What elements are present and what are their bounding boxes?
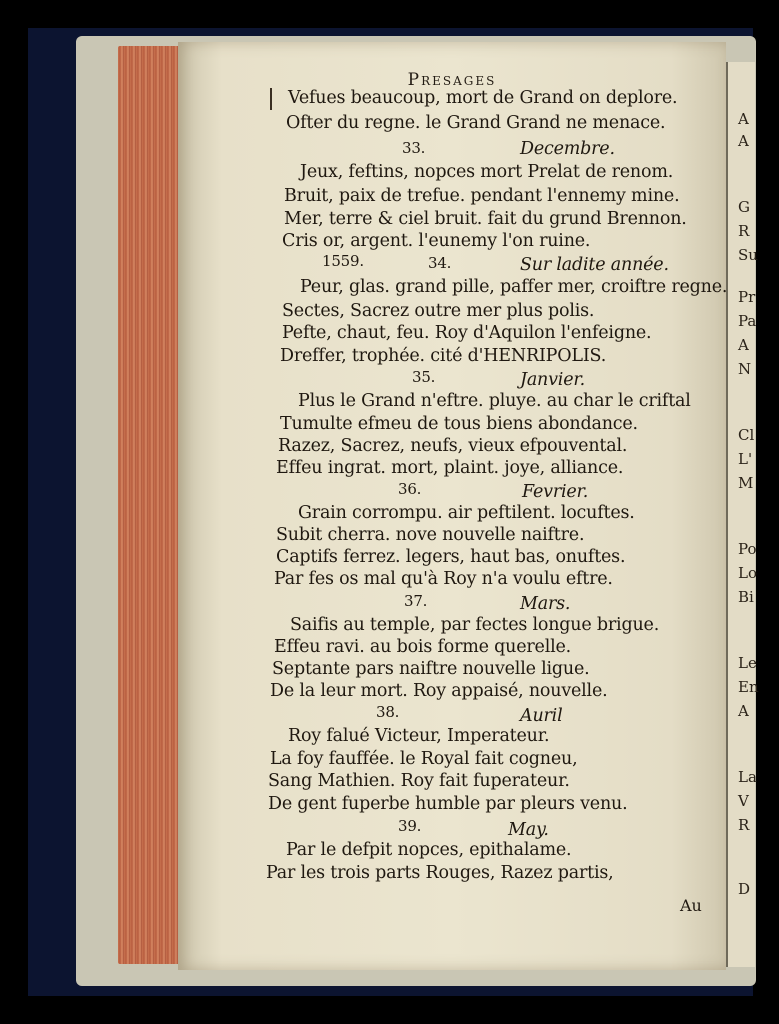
next-page-fragment: Le	[738, 654, 757, 672]
next-page-fragment: Bi	[738, 588, 754, 606]
next-page-fragment: En	[738, 678, 759, 696]
quatrain-number: 33.	[402, 139, 426, 157]
quatrain-number: 35.	[412, 368, 436, 386]
next-page-fragment: Su	[738, 246, 758, 264]
verse-line: Effeu ravi. au bois forme querelle.	[274, 637, 572, 657]
verse-line: Mer, terre & ciel bruit. fait du grund Brennon.	[284, 209, 687, 229]
verse-line: Sang Mathien. Roy fait fuperateur.	[268, 771, 570, 791]
next-page-fragment: La	[738, 768, 757, 786]
catchword: Au	[680, 896, 702, 915]
verse-line: Razez, Sacrez, neufs, vieux efpouvental.	[278, 436, 628, 456]
quatrain-number: 34.	[428, 254, 452, 272]
verse-line: Par le defpit nopces, epithalame.	[286, 840, 572, 860]
next-page-edge	[726, 62, 759, 967]
next-page-fragment: A	[738, 110, 749, 128]
verse-line: Tumulte efmeu de tous biens abondance.	[280, 414, 638, 434]
verse-line: Ofter du regne. le Grand Grand ne menace.	[286, 113, 666, 133]
month-label: Sur ladite année.	[520, 255, 669, 275]
quatrain-number: 37.	[404, 592, 428, 610]
margin-mark	[270, 88, 272, 110]
verse-line: Plus le Grand n'eftre. pluye. au char le criftal	[298, 391, 691, 411]
quatrain-number: 38.	[376, 703, 400, 721]
next-page-fragment: R	[738, 816, 750, 834]
verse-line: Jeux, feftins, nopces mort Prelat de renom.	[300, 162, 674, 182]
running-header: Presages	[407, 70, 497, 90]
month-label: May.	[508, 820, 549, 840]
next-page-fragment: M	[738, 474, 754, 492]
next-page-fragment: A	[738, 132, 749, 150]
verse-line: Par fes os mal qu'à Roy n'a voulu eftre.	[274, 569, 613, 589]
verse-line: Bruit, paix de trefue. pendant l'ennemy mine.	[284, 186, 680, 206]
verse-line: Dreffer, trophée. cité d'HENRIPOLIS.	[280, 346, 607, 366]
next-page-fragment: A	[738, 702, 749, 720]
next-page-fragment: Lo	[738, 564, 757, 582]
verse-line: De gent fuperbe humble par pleurs venu.	[268, 794, 628, 814]
next-page-fragment: Pr	[738, 288, 756, 306]
next-page-fragment: R	[738, 222, 750, 240]
verse-line: Captifs ferrez. legers, haut bas, onuftes.	[276, 547, 626, 567]
month-label: Decembre.	[520, 139, 615, 159]
next-page-fragment: V	[738, 792, 749, 810]
verse-line: Par les trois parts Rouges, Razez partis,	[266, 863, 614, 883]
verse-line: La foy fauffée. le Royal fait cogneu,	[270, 749, 578, 769]
next-page-fragment: A	[738, 336, 749, 354]
next-page-fragment: Pa	[738, 312, 757, 330]
next-page-fragment: Cl	[738, 426, 755, 444]
verse-line: Roy falué Victeur, Imperateur.	[288, 726, 550, 746]
verse-line: Grain corrompu. air peftilent. locuftes.	[298, 503, 635, 523]
month-label: Mars.	[520, 594, 571, 614]
verse-line: Subit cherra. nove nouvelle naiftre.	[276, 525, 585, 545]
verse-line: Vefues beaucoup, mort de Grand on deplore.	[288, 88, 678, 108]
month-label: Fevrier.	[522, 482, 589, 502]
verse-line: Saifis au temple, par fectes longue brigue.	[290, 615, 660, 635]
next-page-fragment: L'	[738, 450, 753, 468]
verse-line: Peur, glas. grand pille, paffer mer, croiftre regne.	[300, 277, 728, 297]
quatrain-number: 39.	[398, 817, 422, 835]
next-page-fragment: D	[738, 880, 751, 898]
month-label: Auril	[520, 706, 563, 726]
verse-line: Septante pars naiftre nouvelle ligue.	[272, 659, 590, 679]
quatrain-number: 36.	[398, 480, 422, 498]
verse-line: De la leur mort. Roy appaisé, nouvelle.	[270, 681, 608, 701]
verse-line: Effeu ingrat. mort, plaint. joye, alliance.	[276, 458, 624, 478]
next-page-fragment: Po	[738, 540, 757, 558]
month-label: Janvier.	[520, 370, 585, 390]
verse-line: Sectes, Sacrez outre mer plus polis.	[282, 301, 595, 321]
verse-line: Pefte, chaut, feu. Roy d'Aquilon l'enfeigne.	[282, 323, 652, 343]
next-page-fragment: G	[738, 198, 750, 216]
year-label: 1559.	[322, 252, 364, 270]
next-page-fragment: N	[738, 360, 752, 378]
page-edges	[118, 46, 180, 964]
verse-line: Cris or, argent. l'eunemy l'on ruine.	[282, 231, 591, 251]
